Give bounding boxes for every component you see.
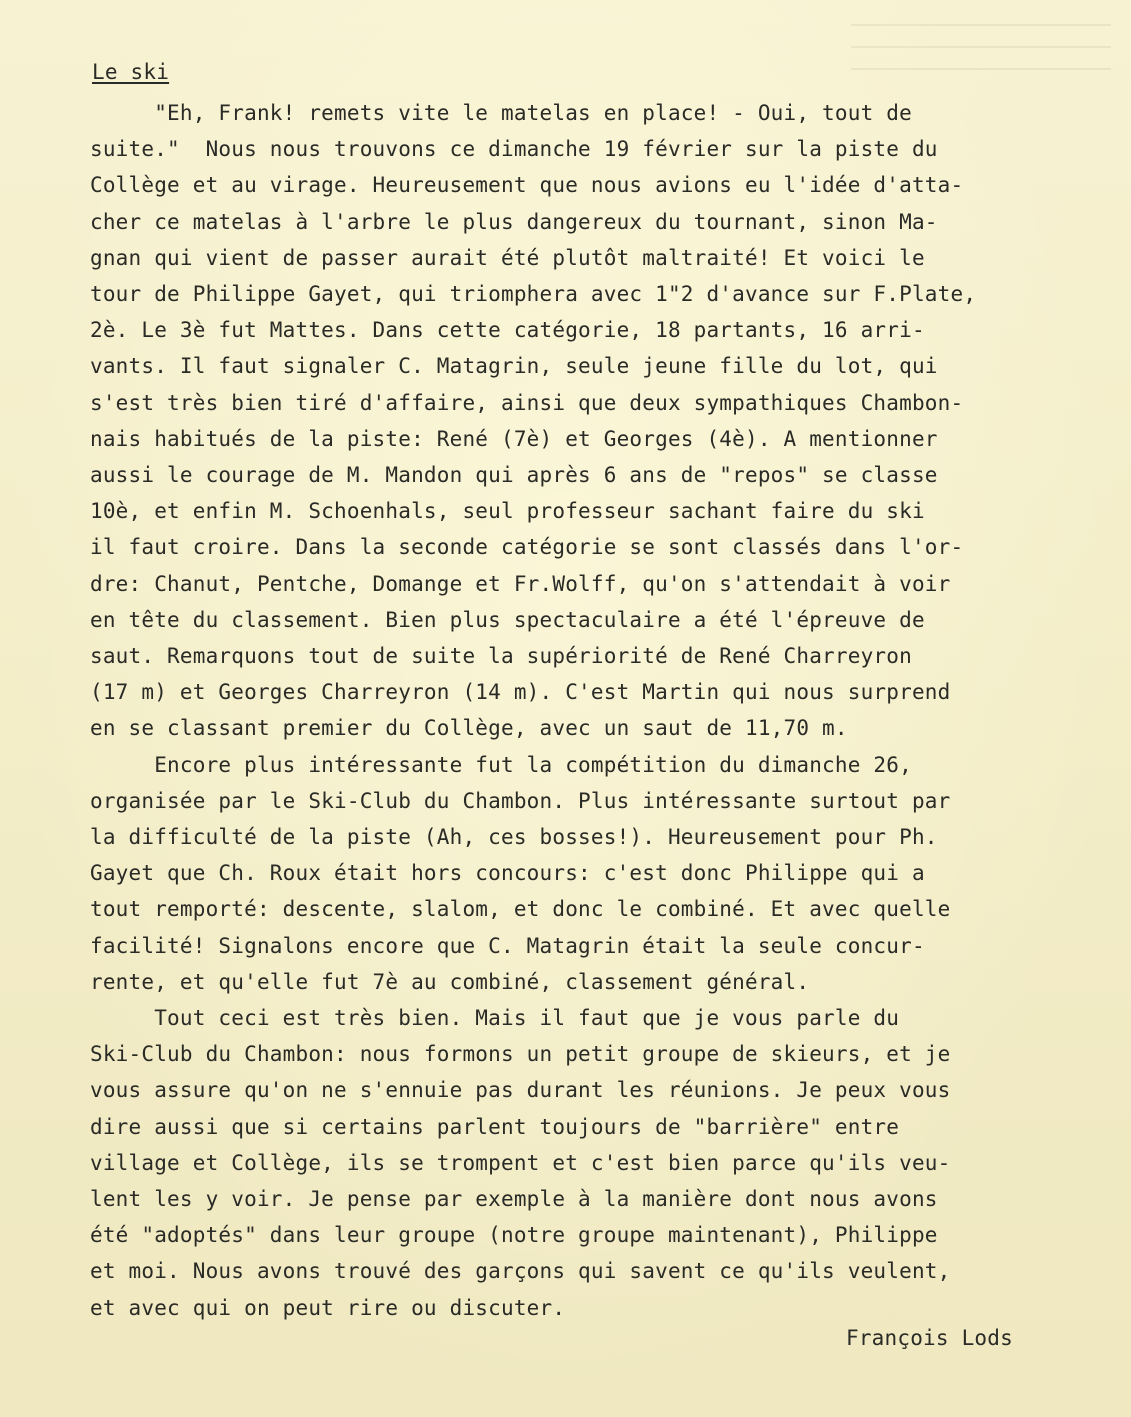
text-line: Collège et au virage. Heureusement que nous avions eu l'idée d'atta- (90, 173, 964, 198)
text-line: "Eh, Frank! remets vite le matelas en place! - Oui, tout de (90, 101, 912, 125)
text-line: aussi le courage de M. Mandon qui après 6 ans de "repos" se classe (90, 463, 938, 487)
author-signature: François Lods (846, 1326, 1013, 1350)
text-line: saut. Remarquons tout de suite la supériorité de René Charreyron (90, 644, 912, 668)
text-line: 10è, et enfin M. Schoenhals, seul professeur sachant faire du ski (90, 499, 925, 524)
text-line: nais habitués de la piste: René (7è) et Georges (4è). A mentionner (90, 426, 938, 451)
show-through-text (851, 10, 1111, 70)
text-line: et moi. Nous avons trouvé des garçons qui savent ce qu'ils veulent, (90, 1259, 951, 1284)
text-line: suite." Nous nous trouvons ce dimanche 19 février sur la piste du (90, 137, 938, 162)
text-line: tout remporté: descente, slalom, et donc le combiné. Et avec quelle (90, 897, 951, 922)
text-line: s'est très bien tiré d'affaire, ainsi que deux sympathiques Chambon- (90, 390, 964, 415)
text-line: village et Collège, ils se trompent et c'est bien parce qu'ils veu- (90, 1150, 951, 1175)
text-line: Ski-Club du Chambon: nous formons un petit groupe de skieurs, et je (90, 1042, 951, 1067)
text-line: Encore plus intéressante fut la compétition du dimanche 26, (90, 752, 912, 777)
text-line: et avec qui on peut rire ou discuter. (90, 1295, 566, 1320)
text-line: la difficulté de la piste (Ah, ces bosses!). Heureusement pour Ph. (90, 825, 938, 849)
text-line: Tout ceci est très bien. Mais il faut que je vous parle du (90, 1006, 900, 1030)
text-line: il faut croire. Dans la seconde catégorie se sont classés dans l'or- (90, 535, 964, 560)
text-line: vous assure qu'on ne s'ennuie pas durant les réunions. Je peux vous (90, 1078, 951, 1103)
text-line: lent les y voir. Je pense par exemple à la manière dont nous avons (90, 1187, 938, 1211)
text-line: tour de Philippe Gayet, qui triomphera avec 1"2 d'avance sur F.Plate, (90, 282, 977, 306)
text-line: Gayet que Ch. Roux était hors concours: c'est donc Philippe qui a (90, 861, 925, 886)
text-line: dre: Chanut, Pentche, Domange et Fr.Wolff, qu'on s'attendait à voir (90, 571, 951, 596)
text-line: rente, et qu'elle fut 7è au combiné, classement général. (90, 969, 810, 994)
text-line: 2è. Le 3è fut Mattes. Dans cette catégorie, 18 partants, 16 arri- (90, 318, 925, 343)
text-line: cher ce matelas à l'arbre le plus dangereux du tournant, sinon Ma- (90, 209, 938, 234)
text-line: organisée par le Ski-Club du Chambon. Plus intéressante surtout par (90, 788, 951, 813)
text-line: en se classant premier du Collège, avec un saut de 11,70 m. (90, 716, 848, 741)
article-title: Le ski (92, 60, 170, 84)
text-line: en tête du classement. Bien plus spectaculaire a été l'épreuve de (90, 607, 925, 632)
text-line: dire aussi que si certains parlent toujours de "barrière" entre (90, 1114, 900, 1139)
text-line: gnan qui vient de passer aurait été plutôt maltraité! Et voici le (90, 245, 925, 270)
text-line: (17 m) et Georges Charreyron (14 m). C'est Martin qui nous surprend (90, 680, 951, 705)
text-line: été "adoptés" dans leur groupe (notre groupe maintenant), Philippe (90, 1223, 938, 1248)
text-line: vants. Il faut signaler C. Matagrin, seule jeune fille du lot, qui (90, 354, 938, 379)
text-line: facilité! Signalons encore que C. Matagrin était la seule concur- (90, 933, 925, 958)
